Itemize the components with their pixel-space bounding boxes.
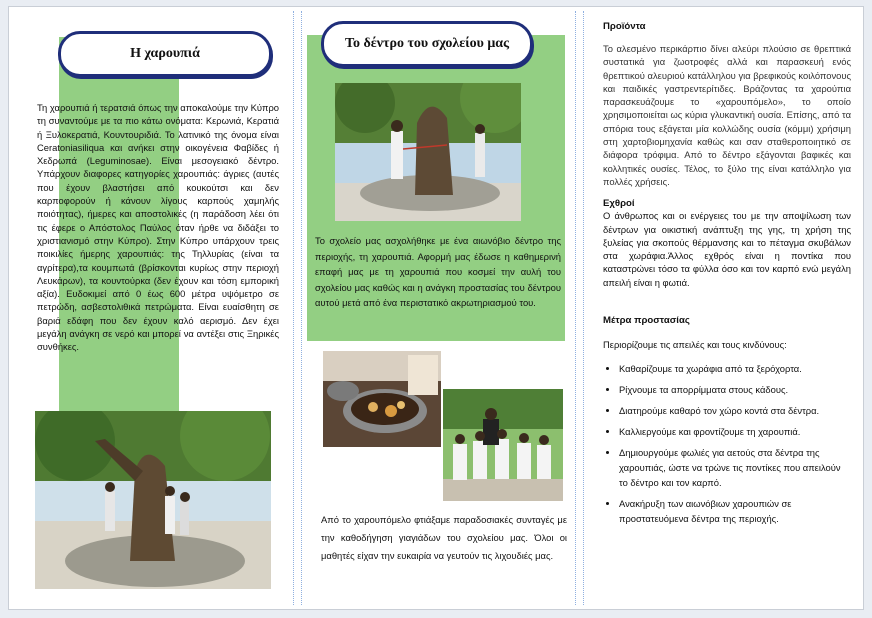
list-item: • Ανακήρυξη των αιωνόβιων χαρουπιών σε προστατευόμενα δέντρα της περιοχής. xyxy=(619,496,851,526)
enemies-body: Ο άνθρωπος και οι ενέργειες του με την αποψίλωση των δέντρων για οικιστική ανάπτυξη της γης, τη χρήση της ξυλείας για σκοπούς θέρμανσης και το πέταγμα σκυβάλων στα χωράφια.Άλλος εχθρός είναι η ποντίκα που καταστρώνει τόσο τα φύλλα όσο και τον καρπό ενώ μεγάλη απειλή είναι η φωτιά. xyxy=(603,210,851,288)
panel1-title-text: Η χαρουπιά xyxy=(130,46,200,61)
panel1-body: Τη χαρουπιά ή τερατσιά όπως την αποκαλούμε την Κύπρο τη συναντούμε με τα πιο κάτω ονόματα: Κερωνιά, Κερατιά ή Ξυλοκερατιά, Κουντουριδιά. Το λατινικό της όνομα είναι Ceratoniasiliqua και ανήκει στην οικογένεια Φαβίδες ή Χεδρωπά (Leguminosae). Είναι μεσογειακό δέντρο. Υπάρχουν διαφορες κατηγορίες χαρουπιάς: άγριες (αυτές που έχουν βλαστήσει από κουκούτσι και δεν καρποφορούν ή κάνουν λίγους καρπούς χαμηλής ποιότητας), ήμερες και αποστολικές (η παράδοση λέει ότι τις έφερε ο Απόστολος Παύλος όταν ήρθε να διδάξει το χριστιανισμό στην Κύπρο). Στην Κύπρο υπάρχουν τρεις ποικιλίες ήμερης χαρουπιάς: της Τηλλυρίας (είναι τα αγρίτερα),τα κουμπωτά (βρίσκονται κυρίως στην περιοχή Λευκάρων), τα κουντούρκα (δεν έχουν και τόση εμπορική αξία). Ευδοκιμεί από 0 έως 600 μέτρα υψόμετρο σε πετρώδη, ασβεστολιθικά πετρώματα. Είναι ευαίσθητη σε βαριά εδάφη που δεν έχουν καλό αερισμό. Δεν έχει μεγάλη ανάγκη σε νερό και μπορεί να αντέξει στις Ξηρικές συνθήκες. xyxy=(37,102,279,353)
students-photo xyxy=(443,389,563,501)
panel1-title xyxy=(58,31,272,77)
measures-heading: Μέτρα προστασίας xyxy=(603,315,690,327)
products-heading: Προϊόντα xyxy=(603,21,646,32)
panel2-caption2: Από το χαρουπόμελο φτιάξαμε παραδοσιακές συνταγές με την καθοδήγηση γιαγιάδων του σχολείου μας. Όλοι οι μαθητές είχαν την ευκαιρία να γευτούν τις λιχουδιές μας. xyxy=(321,514,567,561)
panel3 xyxy=(603,21,851,532)
column-guide xyxy=(293,11,294,605)
school-tree-photo xyxy=(335,83,521,221)
products-body: Το αλεσμένο περικάρπιο δίνει αλεύρι πλούσιο σε θρεπτικά συστατικά για ζωοτροφές αλλά και παρασκευή ενός θρεπτικού αλευριού κατάλληλου για βρεφικούς κοιλόπονους και παιδικές γαστρεντερίτιδες. Βράζοντας τα χαρούπια παρασκευάζουμε το «χαρουπόμελο», το οποίο χρησιμοποιείται ως κύρια γλυκαντική ουσία. Επίσης, από τα σπόρια τους εξάγεται μία κολλώδης ουσία (κόμμι) χρήσιμη στη χαρτοβιομηχανία καθώς και σαν σταθεροποιητικό σε διάφορα τρόφιμα. Από το δέντρο εξάγονται βαφικές και κολλητικές ουσίες. Τέλος, το ξύλο της είναι κατάλληλο για πολλές χρήσεις. xyxy=(603,43,851,187)
list-item: • Καλλιεργούμε και φροντίζουμε τη χαρουπιά. xyxy=(619,424,851,439)
panel2-caption1: Το σχολείο μας ασχολήθηκε με ένα αιωνόβιο δέντρο της περιοχής, τη χαρουπιά. Αφορμή μας έδωσε η καθημερινή επαφή μας με τη χαρουπιά που κοσμεί την αυλή του σχολείου μας καθώς και η ανάγκη προστασίας του δέντρου αυτού μετά από ένα περιστατικό ακρωτηριασμού του. xyxy=(315,235,561,308)
list-item: • Καθαρίζουμε τα χωράφια από τα ξερόχορτα. xyxy=(619,361,851,376)
list-item: • Διατηρούμε καθαρό τον χώρο κοντά στα δέντρα. xyxy=(619,403,851,418)
list-item: • Ρίχνουμε τα απορρίμματα στους κάδους. xyxy=(619,382,851,397)
column-guide xyxy=(583,11,584,605)
measures-intro: Περιορίζουμε τις απειλές και τους κινδύνους: xyxy=(603,339,787,351)
enemies-heading: Εχθροί xyxy=(603,198,635,210)
panel2-title xyxy=(321,21,533,67)
list-item: • Δημιουργούμε φωλιές για αετούς στα δέντρα της χαρουπιάς, ώστε να τρώνε τις ποντίκες που απειλούν το δέντρο και τον καρπό. xyxy=(619,445,851,490)
column-guide xyxy=(575,11,576,605)
measures-list xyxy=(603,361,851,526)
brochure-page xyxy=(8,6,864,610)
column-guide xyxy=(301,11,302,605)
cooking-photo xyxy=(323,351,441,447)
panel2-title-text: Το δέντρο του σχολείου μας xyxy=(344,36,510,51)
carob-tree-photo xyxy=(35,411,271,589)
